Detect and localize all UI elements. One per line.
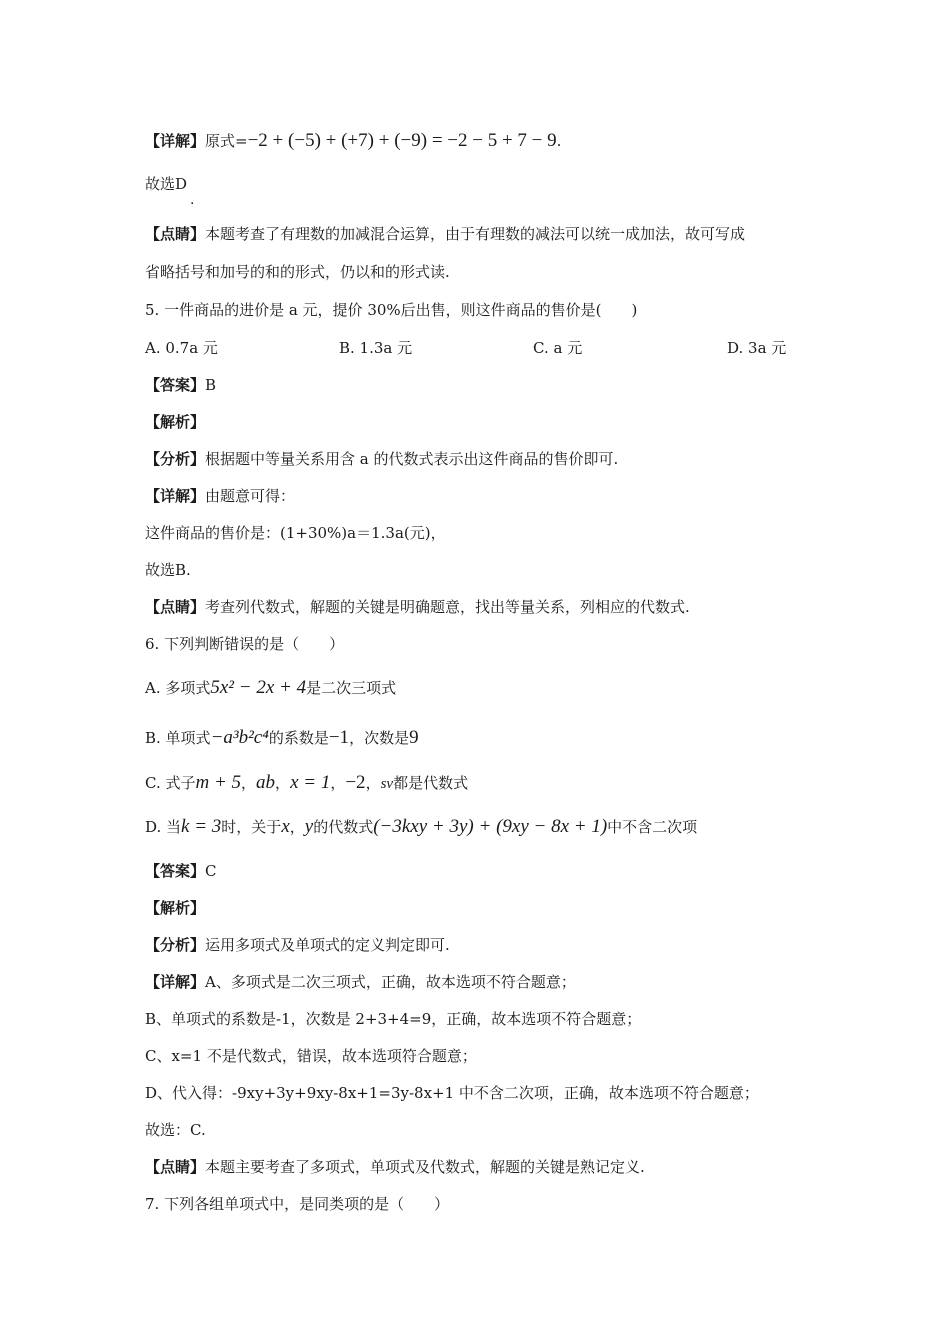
- question-6: 6. 下列判断错误的是（ ）: [145, 635, 345, 653]
- q6-analysis: 【分析】运用多项式及单项式的定义判定即可.: [145, 936, 450, 954]
- stray-dot: .: [190, 192, 195, 208]
- q6-select: 故选：C.: [145, 1121, 206, 1139]
- option-d: D. 3a 元: [727, 339, 787, 357]
- q6-option-c: C. 式子m + 5，ab，x = 1，−2，sv都是代数式: [145, 772, 469, 793]
- formula: 5x² − 2x + 4: [210, 677, 307, 698]
- q5-analysis: 【分析】根据题中等量关系用含 a 的代数式表示出这件商品的售价即可.: [145, 450, 619, 468]
- option-a: A. 0.7a 元: [145, 339, 218, 357]
- q6-analysis-heading: 【解析】: [145, 899, 206, 917]
- q6-answer: 【答案】C: [145, 862, 217, 880]
- q6-option-d: D. 当k = 3时，关于x，y的代数式(−3kxy + 3y) + (9xy − 8x + 1)中不含二次项: [145, 816, 698, 837]
- q6-detail-c: C、x=1 不是代数式，错误，故本选项符合题意；: [145, 1047, 477, 1065]
- q6-option-a: A. 多项式5x² − 2x + 4是二次三项式: [145, 677, 397, 698]
- remark-line-2: 省略括号和加号的和的形式，仍以和的形式读.: [145, 263, 450, 281]
- q5-calc: 这件商品的售价是：(1+30%)a＝1.3a(元)，: [145, 524, 446, 542]
- q6-detail-a: 【详解】A、多项式是二次三项式，正确，故本选项不符合题意；: [145, 973, 576, 991]
- remark-line-1: 【点睛】本题考查了有理数的加减混合运算，由于有理数的减法可以统一成加法，故可写成: [145, 225, 746, 243]
- q5-select: 故选B.: [145, 561, 191, 579]
- question-7: 7. 下列各组单项式中，是同类项的是（ ）: [145, 1195, 450, 1213]
- formula: −2 + (−5) + (+7) + (−9) = −2 − 5 + 7 − 9: [247, 130, 557, 151]
- formula: (−3kxy + 3y) + (9xy − 8x + 1): [373, 816, 608, 837]
- q5-remark: 【点睛】考查列代数式，解题的关键是明确题意，找出等量关系，列相应的代数式.: [145, 598, 690, 616]
- q6-option-b: B. 单项式−a³b²c⁴的系数是−1，次数是9: [145, 727, 419, 748]
- formula: −a³b²c⁴: [210, 727, 269, 748]
- q6-remark: 【点睛】本题主要考查了多项式，单项式及代数式，解题的关键是熟记定义.: [145, 1158, 645, 1176]
- question-5: 5. 一件商品的进价是 a 元，提价 30%后出售，则这件商品的售价是( ): [145, 301, 638, 319]
- q6-detail-d: D、代入得：-9xy+3y+9xy-8x+1=3y-8x+1 中不含二次项，正确，故本选项不符合题意；: [145, 1084, 759, 1102]
- q5-analysis-heading: 【解析】: [145, 413, 206, 431]
- q6-detail-b: B、单项式的系数是-1，次数是 2+3+4=9，正确，故本选项不符合题意；: [145, 1010, 642, 1028]
- option-b: B. 1.3a 元: [339, 339, 413, 357]
- detail-line-1: 【详解】原式=−2 + (−5) + (+7) + (−9) = −2 − 5 + 7 − 9.: [145, 130, 562, 151]
- q5-detail: 【详解】由题意可得：: [145, 487, 296, 505]
- answer-choice-line: 故选D: [145, 175, 188, 193]
- option-c: C. a 元: [533, 339, 583, 357]
- q5-answer: 【答案】B: [145, 376, 217, 394]
